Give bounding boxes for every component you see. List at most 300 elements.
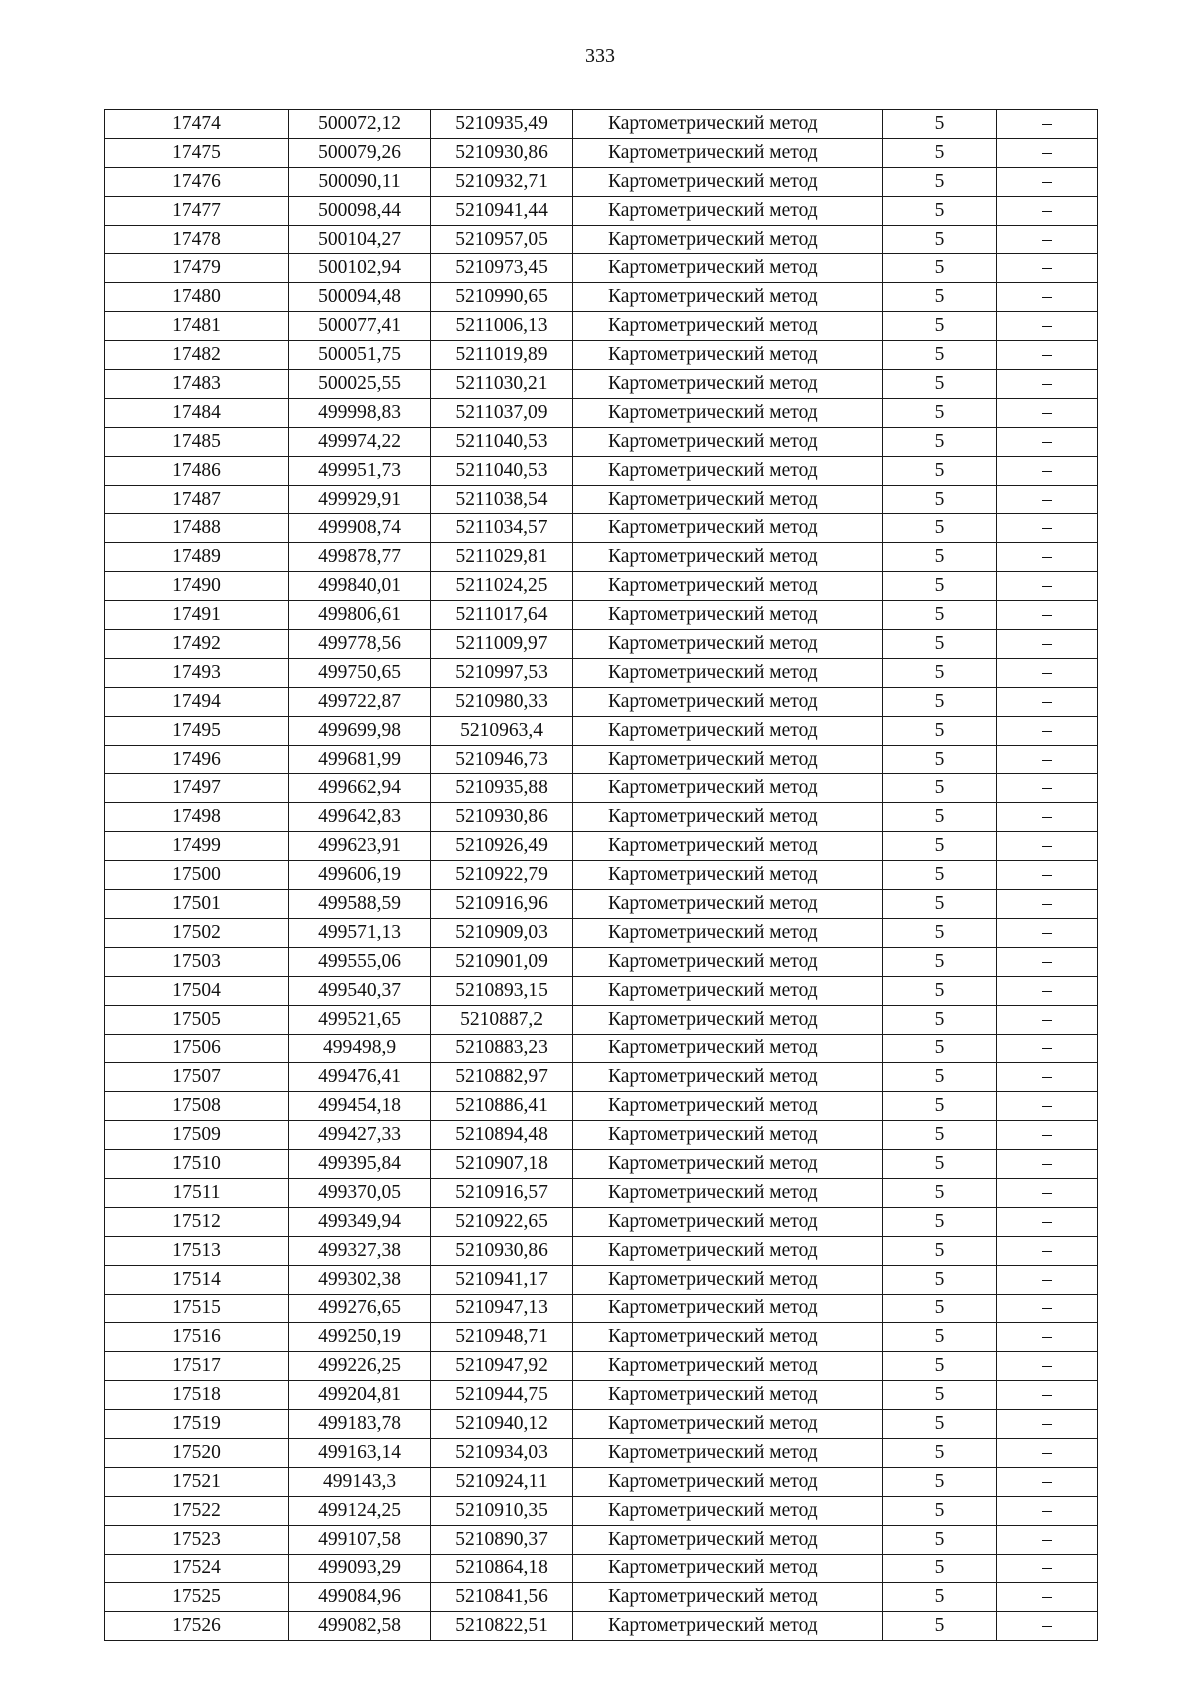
accuracy-cell: 5: [883, 1236, 997, 1265]
description-cell: –: [997, 196, 1098, 225]
x-coordinate-cell: 499699,98: [289, 716, 431, 745]
method-cell: Картометрический метод: [573, 832, 883, 861]
table-row: [105, 1554, 1098, 1583]
x-coordinate-cell: 499588,59: [289, 890, 431, 919]
method-cell: Картометрический метод: [573, 110, 883, 139]
table-row: [105, 1467, 1098, 1496]
x-coordinate-cell: 499750,65: [289, 658, 431, 687]
table-row: [105, 1438, 1098, 1467]
y-coordinate-cell: 5210997,53: [431, 658, 573, 687]
x-coordinate-cell: 499084,96: [289, 1583, 431, 1612]
accuracy-cell: 5: [883, 456, 997, 485]
point-number-cell: 17515: [105, 1294, 289, 1323]
table-row: [105, 918, 1098, 947]
accuracy-cell: 5: [883, 1525, 997, 1554]
y-coordinate-cell: 5210882,97: [431, 1063, 573, 1092]
method-cell: Картометрический метод: [573, 1496, 883, 1525]
y-coordinate-cell: 5211040,53: [431, 427, 573, 456]
accuracy-cell: 5: [883, 572, 997, 601]
table-row: [105, 1034, 1098, 1063]
x-coordinate-cell: 499226,25: [289, 1352, 431, 1381]
point-number-cell: 17498: [105, 803, 289, 832]
point-number-cell: 17502: [105, 918, 289, 947]
x-coordinate-cell: 499327,38: [289, 1236, 431, 1265]
x-coordinate-cell: 499082,58: [289, 1612, 431, 1641]
x-coordinate-cell: 499951,73: [289, 456, 431, 485]
description-cell: –: [997, 312, 1098, 341]
x-coordinate-cell: 500051,75: [289, 341, 431, 370]
x-coordinate-cell: 499454,18: [289, 1092, 431, 1121]
method-cell: Картометрический метод: [573, 341, 883, 370]
x-coordinate-cell: 500077,41: [289, 312, 431, 341]
accuracy-cell: 5: [883, 803, 997, 832]
description-cell: –: [997, 543, 1098, 572]
accuracy-cell: 5: [883, 1034, 997, 1063]
x-coordinate-cell: 499662,94: [289, 774, 431, 803]
y-coordinate-cell: 5210886,41: [431, 1092, 573, 1121]
point-number-cell: 17507: [105, 1063, 289, 1092]
x-coordinate-cell: 499929,91: [289, 485, 431, 514]
description-cell: –: [997, 716, 1098, 745]
accuracy-cell: 5: [883, 861, 997, 890]
y-coordinate-cell: 5210930,86: [431, 1236, 573, 1265]
table-row: [105, 341, 1098, 370]
description-cell: –: [997, 514, 1098, 543]
point-number-cell: 17486: [105, 456, 289, 485]
point-number-cell: 17491: [105, 601, 289, 630]
accuracy-cell: 5: [883, 658, 997, 687]
x-coordinate-cell: 499395,84: [289, 1150, 431, 1179]
point-number-cell: 17500: [105, 861, 289, 890]
description-cell: –: [997, 976, 1098, 1005]
point-number-cell: 17510: [105, 1150, 289, 1179]
description-cell: –: [997, 630, 1098, 659]
description-cell: –: [997, 745, 1098, 774]
accuracy-cell: 5: [883, 1092, 997, 1121]
description-cell: –: [997, 167, 1098, 196]
table-row: [105, 110, 1098, 139]
y-coordinate-cell: 5210957,05: [431, 225, 573, 254]
x-coordinate-cell: 499998,83: [289, 398, 431, 427]
table-row: [105, 1150, 1098, 1179]
method-cell: Картометрический метод: [573, 918, 883, 947]
description-cell: –: [997, 254, 1098, 283]
method-cell: Картометрический метод: [573, 167, 883, 196]
y-coordinate-cell: 5210973,45: [431, 254, 573, 283]
description-cell: –: [997, 1352, 1098, 1381]
x-coordinate-cell: 499250,19: [289, 1323, 431, 1352]
accuracy-cell: 5: [883, 1121, 997, 1150]
method-cell: Картометрический метод: [573, 370, 883, 399]
point-number-cell: 17517: [105, 1352, 289, 1381]
y-coordinate-cell: 5210883,23: [431, 1034, 573, 1063]
method-cell: Картометрический метод: [573, 745, 883, 774]
point-number-cell: 17485: [105, 427, 289, 456]
table-row: [105, 1236, 1098, 1265]
y-coordinate-cell: 5210941,44: [431, 196, 573, 225]
x-coordinate-cell: 499521,65: [289, 1005, 431, 1034]
y-coordinate-cell: 5210935,88: [431, 774, 573, 803]
y-coordinate-cell: 5211038,54: [431, 485, 573, 514]
y-coordinate-cell: 5210948,71: [431, 1323, 573, 1352]
accuracy-cell: 5: [883, 398, 997, 427]
description-cell: –: [997, 1323, 1098, 1352]
point-number-cell: 17488: [105, 514, 289, 543]
table-row: [105, 1294, 1098, 1323]
description-cell: –: [997, 370, 1098, 399]
x-coordinate-cell: 499642,83: [289, 803, 431, 832]
point-number-cell: 17481: [105, 312, 289, 341]
method-cell: Картометрический метод: [573, 1236, 883, 1265]
y-coordinate-cell: 5210932,71: [431, 167, 573, 196]
description-cell: –: [997, 1410, 1098, 1439]
y-coordinate-cell: 5210916,57: [431, 1178, 573, 1207]
table-row: [105, 601, 1098, 630]
accuracy-cell: 5: [883, 225, 997, 254]
table-row: [105, 514, 1098, 543]
method-cell: Картометрический метод: [573, 861, 883, 890]
y-coordinate-cell: 5211037,09: [431, 398, 573, 427]
x-coordinate-cell: 499476,41: [289, 1063, 431, 1092]
point-number-cell: 17506: [105, 1034, 289, 1063]
point-number-cell: 17497: [105, 774, 289, 803]
y-coordinate-cell: 5211009,97: [431, 630, 573, 659]
table-row: [105, 774, 1098, 803]
table-row: [105, 1178, 1098, 1207]
table-row: [105, 1323, 1098, 1352]
y-coordinate-cell: 5210947,92: [431, 1352, 573, 1381]
table-row: [105, 947, 1098, 976]
point-number-cell: 17495: [105, 716, 289, 745]
table-row: [105, 1612, 1098, 1641]
point-number-cell: 17490: [105, 572, 289, 601]
accuracy-cell: 5: [883, 196, 997, 225]
y-coordinate-cell: 5211040,53: [431, 456, 573, 485]
x-coordinate-cell: 499143,3: [289, 1467, 431, 1496]
method-cell: Картометрический метод: [573, 1178, 883, 1207]
table-row: [105, 196, 1098, 225]
point-number-cell: 17476: [105, 167, 289, 196]
point-number-cell: 17512: [105, 1207, 289, 1236]
description-cell: –: [997, 456, 1098, 485]
table-row: [105, 890, 1098, 919]
y-coordinate-cell: 5210910,35: [431, 1496, 573, 1525]
description-cell: –: [997, 1525, 1098, 1554]
x-coordinate-cell: 499540,37: [289, 976, 431, 1005]
point-number-cell: 17524: [105, 1554, 289, 1583]
description-cell: –: [997, 485, 1098, 514]
accuracy-cell: 5: [883, 1496, 997, 1525]
point-number-cell: 17483: [105, 370, 289, 399]
y-coordinate-cell: 5211019,89: [431, 341, 573, 370]
x-coordinate-cell: 500025,55: [289, 370, 431, 399]
table-row: [105, 456, 1098, 485]
table-row: [105, 485, 1098, 514]
x-coordinate-cell: 500094,48: [289, 283, 431, 312]
y-coordinate-cell: 5210893,15: [431, 976, 573, 1005]
accuracy-cell: 5: [883, 1583, 997, 1612]
y-coordinate-cell: 5211017,64: [431, 601, 573, 630]
x-coordinate-cell: 500102,94: [289, 254, 431, 283]
accuracy-cell: 5: [883, 485, 997, 514]
y-coordinate-cell: 5211024,25: [431, 572, 573, 601]
y-coordinate-cell: 5210946,73: [431, 745, 573, 774]
point-number-cell: 17475: [105, 138, 289, 167]
accuracy-cell: 5: [883, 918, 997, 947]
table-row: [105, 370, 1098, 399]
table-row: [105, 803, 1098, 832]
method-cell: Картометрический метод: [573, 138, 883, 167]
accuracy-cell: 5: [883, 254, 997, 283]
method-cell: Картометрический метод: [573, 976, 883, 1005]
description-cell: –: [997, 1121, 1098, 1150]
table-row: [105, 1525, 1098, 1554]
method-cell: Картометрический метод: [573, 658, 883, 687]
method-cell: Картометрический метод: [573, 1438, 883, 1467]
description-cell: –: [997, 832, 1098, 861]
method-cell: Картометрический метод: [573, 1583, 883, 1612]
table-row: [105, 1063, 1098, 1092]
x-coordinate-cell: 499606,19: [289, 861, 431, 890]
x-coordinate-cell: 499124,25: [289, 1496, 431, 1525]
x-coordinate-cell: 499878,77: [289, 543, 431, 572]
point-number-cell: 17514: [105, 1265, 289, 1294]
x-coordinate-cell: 499276,65: [289, 1294, 431, 1323]
point-number-cell: 17484: [105, 398, 289, 427]
description-cell: –: [997, 1265, 1098, 1294]
description-cell: –: [997, 283, 1098, 312]
accuracy-cell: 5: [883, 601, 997, 630]
accuracy-cell: 5: [883, 1467, 997, 1496]
accuracy-cell: 5: [883, 1438, 997, 1467]
method-cell: Картометрический метод: [573, 1294, 883, 1323]
method-cell: Картометрический метод: [573, 572, 883, 601]
description-cell: –: [997, 918, 1098, 947]
method-cell: Картометрический метод: [573, 1612, 883, 1641]
point-number-cell: 17477: [105, 196, 289, 225]
method-cell: Картометрический метод: [573, 312, 883, 341]
method-cell: Картометрический метод: [573, 1410, 883, 1439]
table-row: [105, 543, 1098, 572]
table-row: [105, 1352, 1098, 1381]
table-row: [105, 832, 1098, 861]
method-cell: Картометрический метод: [573, 1525, 883, 1554]
description-cell: –: [997, 1381, 1098, 1410]
accuracy-cell: 5: [883, 1612, 997, 1641]
table-row: [105, 1121, 1098, 1150]
y-coordinate-cell: 5210934,03: [431, 1438, 573, 1467]
table-row: [105, 1092, 1098, 1121]
y-coordinate-cell: 5211029,81: [431, 543, 573, 572]
point-number-cell: 17478: [105, 225, 289, 254]
x-coordinate-cell: 499840,01: [289, 572, 431, 601]
y-coordinate-cell: 5211006,13: [431, 312, 573, 341]
accuracy-cell: 5: [883, 687, 997, 716]
accuracy-cell: 5: [883, 976, 997, 1005]
point-number-cell: 17480: [105, 283, 289, 312]
method-cell: Картометрический метод: [573, 947, 883, 976]
description-cell: –: [997, 1583, 1098, 1612]
x-coordinate-cell: 499204,81: [289, 1381, 431, 1410]
point-number-cell: 17526: [105, 1612, 289, 1641]
y-coordinate-cell: 5210924,11: [431, 1467, 573, 1496]
method-cell: Картометрический метод: [573, 803, 883, 832]
table-row: [105, 1583, 1098, 1612]
x-coordinate-cell: 499183,78: [289, 1410, 431, 1439]
table-row: [105, 687, 1098, 716]
x-coordinate-cell: 500079,26: [289, 138, 431, 167]
table-row: [105, 630, 1098, 659]
method-cell: Картометрический метод: [573, 225, 883, 254]
point-number-cell: 17523: [105, 1525, 289, 1554]
accuracy-cell: 5: [883, 1178, 997, 1207]
accuracy-cell: 5: [883, 514, 997, 543]
y-coordinate-cell: 5210890,37: [431, 1525, 573, 1554]
y-coordinate-cell: 5210894,48: [431, 1121, 573, 1150]
x-coordinate-cell: 499908,74: [289, 514, 431, 543]
point-number-cell: 17518: [105, 1381, 289, 1410]
accuracy-cell: 5: [883, 1381, 997, 1410]
method-cell: Картометрический метод: [573, 890, 883, 919]
method-cell: Картометрический метод: [573, 1150, 883, 1179]
description-cell: –: [997, 225, 1098, 254]
accuracy-cell: 5: [883, 1352, 997, 1381]
point-number-cell: 17522: [105, 1496, 289, 1525]
description-cell: –: [997, 1467, 1098, 1496]
method-cell: Картометрический метод: [573, 630, 883, 659]
y-coordinate-cell: 5210907,18: [431, 1150, 573, 1179]
description-cell: –: [997, 398, 1098, 427]
point-number-cell: 17496: [105, 745, 289, 774]
page-number: 333: [585, 45, 615, 67]
description-cell: –: [997, 1612, 1098, 1641]
method-cell: Картометрический метод: [573, 543, 883, 572]
x-coordinate-cell: 499498,9: [289, 1034, 431, 1063]
description-cell: –: [997, 110, 1098, 139]
y-coordinate-cell: 5210901,09: [431, 947, 573, 976]
description-cell: –: [997, 341, 1098, 370]
point-number-cell: 17487: [105, 485, 289, 514]
method-cell: Картометрический метод: [573, 398, 883, 427]
x-coordinate-cell: 499163,14: [289, 1438, 431, 1467]
description-cell: –: [997, 1178, 1098, 1207]
description-cell: –: [997, 1496, 1098, 1525]
accuracy-cell: 5: [883, 1410, 997, 1439]
method-cell: Картометрический метод: [573, 1121, 883, 1150]
x-coordinate-cell: 500072,12: [289, 110, 431, 139]
point-number-cell: 17482: [105, 341, 289, 370]
x-coordinate-cell: 499093,29: [289, 1554, 431, 1583]
table-body: [105, 110, 1098, 1641]
method-cell: Картометрический метод: [573, 1467, 883, 1496]
method-cell: Картометрический метод: [573, 283, 883, 312]
description-cell: –: [997, 947, 1098, 976]
x-coordinate-cell: 499806,61: [289, 601, 431, 630]
y-coordinate-cell: 5210887,2: [431, 1005, 573, 1034]
accuracy-cell: 5: [883, 716, 997, 745]
x-coordinate-cell: 499722,87: [289, 687, 431, 716]
table-row: [105, 1207, 1098, 1236]
accuracy-cell: 5: [883, 138, 997, 167]
point-number-cell: 17479: [105, 254, 289, 283]
table-row: [105, 167, 1098, 196]
x-coordinate-cell: 499681,99: [289, 745, 431, 774]
table-row: [105, 861, 1098, 890]
x-coordinate-cell: 499302,38: [289, 1265, 431, 1294]
accuracy-cell: 5: [883, 167, 997, 196]
description-cell: –: [997, 1005, 1098, 1034]
description-cell: –: [997, 427, 1098, 456]
point-number-cell: 17505: [105, 1005, 289, 1034]
x-coordinate-cell: 499427,33: [289, 1121, 431, 1150]
accuracy-cell: 5: [883, 774, 997, 803]
description-cell: –: [997, 658, 1098, 687]
point-number-cell: 17489: [105, 543, 289, 572]
method-cell: Картометрический метод: [573, 1323, 883, 1352]
description-cell: –: [997, 1092, 1098, 1121]
table-row: [105, 138, 1098, 167]
point-number-cell: 17492: [105, 630, 289, 659]
y-coordinate-cell: 5210922,65: [431, 1207, 573, 1236]
table-row: [105, 427, 1098, 456]
accuracy-cell: 5: [883, 1005, 997, 1034]
accuracy-cell: 5: [883, 1554, 997, 1583]
accuracy-cell: 5: [883, 890, 997, 919]
point-number-cell: 17525: [105, 1583, 289, 1612]
method-cell: Картометрический метод: [573, 1063, 883, 1092]
x-coordinate-cell: 500090,11: [289, 167, 431, 196]
accuracy-cell: 5: [883, 312, 997, 341]
method-cell: Картометрический метод: [573, 485, 883, 514]
accuracy-cell: 5: [883, 341, 997, 370]
y-coordinate-cell: 5210980,33: [431, 687, 573, 716]
point-number-cell: 17520: [105, 1438, 289, 1467]
y-coordinate-cell: 5210947,13: [431, 1294, 573, 1323]
x-coordinate-cell: 499370,05: [289, 1178, 431, 1207]
y-coordinate-cell: 5210841,56: [431, 1583, 573, 1612]
x-coordinate-cell: 499107,58: [289, 1525, 431, 1554]
table-row: [105, 283, 1098, 312]
method-cell: Картометрический метод: [573, 254, 883, 283]
description-cell: –: [997, 572, 1098, 601]
table-row: [105, 254, 1098, 283]
y-coordinate-cell: 5210922,79: [431, 861, 573, 890]
point-number-cell: 17513: [105, 1236, 289, 1265]
accuracy-cell: 5: [883, 947, 997, 976]
point-number-cell: 17501: [105, 890, 289, 919]
description-cell: –: [997, 1150, 1098, 1179]
y-coordinate-cell: 5210940,12: [431, 1410, 573, 1439]
point-number-cell: 17521: [105, 1467, 289, 1496]
description-cell: –: [997, 687, 1098, 716]
accuracy-cell: 5: [883, 745, 997, 774]
x-coordinate-cell: 499623,91: [289, 832, 431, 861]
description-cell: –: [997, 1063, 1098, 1092]
method-cell: Картометрический метод: [573, 601, 883, 630]
x-coordinate-cell: 500098,44: [289, 196, 431, 225]
method-cell: Картометрический метод: [573, 1034, 883, 1063]
method-cell: Картометрический метод: [573, 1352, 883, 1381]
point-number-cell: 17499: [105, 832, 289, 861]
accuracy-cell: 5: [883, 427, 997, 456]
table-row: [105, 716, 1098, 745]
method-cell: Картометрический метод: [573, 1554, 883, 1583]
description-cell: –: [997, 890, 1098, 919]
y-coordinate-cell: 5211030,21: [431, 370, 573, 399]
y-coordinate-cell: 5210930,86: [431, 138, 573, 167]
description-cell: –: [997, 774, 1098, 803]
accuracy-cell: 5: [883, 832, 997, 861]
